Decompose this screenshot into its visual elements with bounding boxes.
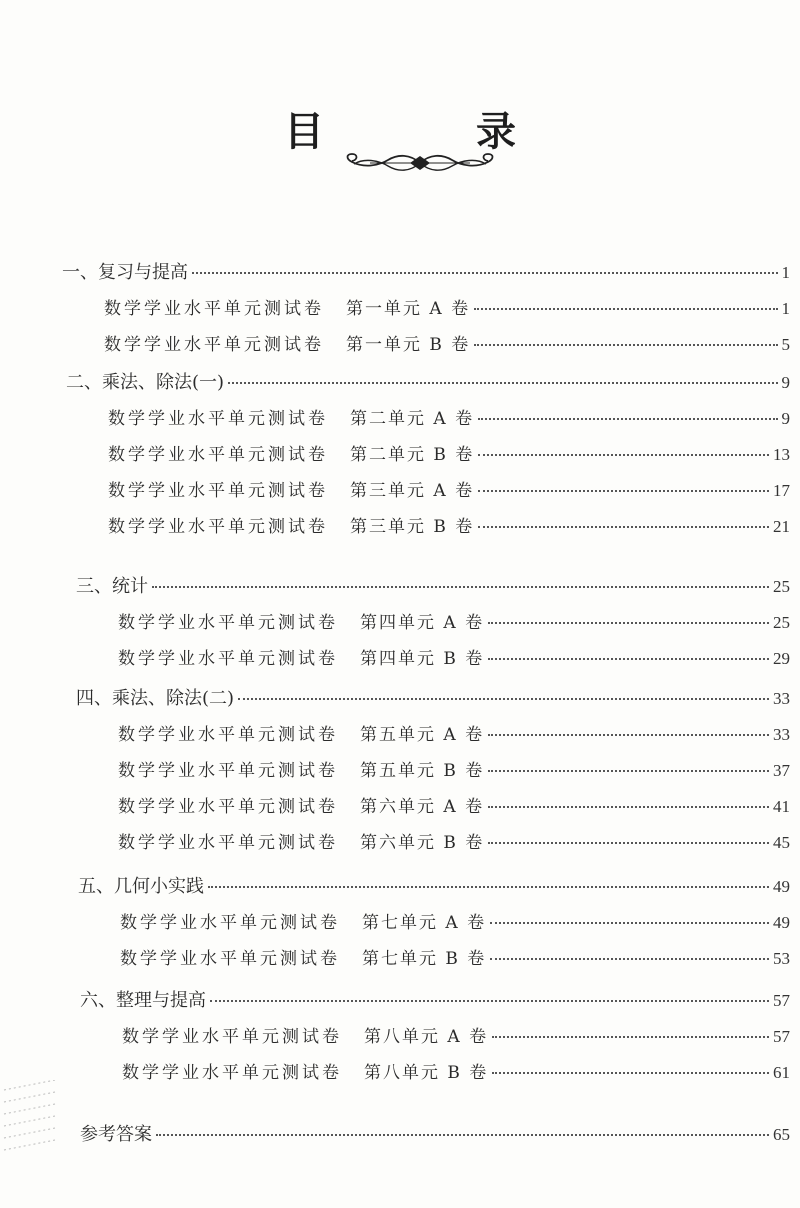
- section-title: 六、整理与提高: [80, 990, 206, 1011]
- entry-title: 数学学业水平单元测试卷: [118, 725, 338, 745]
- page-number: 41: [773, 797, 790, 816]
- dot-leader: [208, 885, 769, 888]
- page-number: 9: [781, 409, 790, 428]
- entry-title: 数学学业水平单元测试卷: [122, 1027, 342, 1047]
- dot-leader: [474, 307, 777, 310]
- scan-artifact: [0, 1080, 60, 1170]
- toc-entry[interactable]: [118, 720, 790, 745]
- entry-unit: 第六单元 B 卷: [360, 833, 485, 853]
- page-number: 33: [773, 689, 790, 708]
- dot-leader: [478, 489, 769, 492]
- entry-unit: 第八单元 A 卷: [364, 1027, 489, 1047]
- dot-leader: [478, 417, 777, 420]
- entry-title: 数学学业水平单元测试卷: [108, 517, 328, 537]
- entry-unit: 第二单元 A 卷: [350, 409, 475, 429]
- page-number: 37: [773, 761, 790, 780]
- entry-unit: 第七单元 B 卷: [362, 949, 487, 969]
- dot-leader: [488, 733, 769, 736]
- entry-unit: 第三单元 A 卷: [350, 481, 475, 501]
- page-number: 57: [773, 991, 790, 1010]
- section-title: 五、几何小实践: [78, 876, 204, 897]
- dot-leader: [478, 525, 769, 528]
- entry-unit: 第四单元 B 卷: [360, 649, 485, 669]
- toc-section[interactable]: [66, 368, 790, 394]
- toc-entry[interactable]: [118, 608, 790, 633]
- page-number: 57: [773, 1027, 790, 1046]
- toc-entry[interactable]: [108, 404, 790, 429]
- page-number: 33: [773, 725, 790, 744]
- section-title: 一、复习与提高: [62, 262, 188, 283]
- page-number: 13: [773, 445, 790, 464]
- entry-title: 数学学业水平单元测试卷: [108, 481, 328, 501]
- entry-unit: 第七单元 A 卷: [362, 913, 487, 933]
- entry-title: 数学学业水平单元测试卷: [120, 913, 340, 933]
- entry-unit: 第二单元 B 卷: [350, 445, 475, 465]
- toc-section[interactable]: [80, 986, 790, 1012]
- page-number: 49: [773, 877, 790, 896]
- entry-title: 数学学业水平单元测试卷: [118, 649, 338, 669]
- section-title: 二、乘法、除法(一): [66, 372, 225, 393]
- page-number: 61: [773, 1063, 790, 1082]
- toc-entry[interactable]: [118, 756, 790, 781]
- dot-leader: [210, 999, 769, 1002]
- entry-unit: 第一单元 B 卷: [346, 335, 471, 355]
- entry-title: 数学学业水平单元测试卷: [108, 445, 328, 465]
- page-number: 21: [773, 517, 790, 536]
- entry-title: 数学学业水平单元测试卷: [120, 949, 340, 969]
- toc-section[interactable]: [76, 572, 790, 598]
- toc-entry[interactable]: [108, 512, 790, 537]
- toc-entry[interactable]: [108, 476, 790, 501]
- dot-leader: [156, 1133, 769, 1136]
- entry-unit: 第八单元 B 卷: [364, 1063, 489, 1083]
- dot-leader: [478, 453, 769, 456]
- section-title: 四、乘法、除法(二): [76, 688, 235, 709]
- toc-entry[interactable]: [118, 828, 790, 853]
- page-number: 5: [781, 335, 790, 354]
- toc-entry[interactable]: [122, 1058, 790, 1083]
- entry-unit: 第六单元 A 卷: [360, 797, 485, 817]
- entry-title: 数学学业水平单元测试卷: [118, 797, 338, 817]
- entry-unit: 第五单元 A 卷: [360, 725, 485, 745]
- dot-leader: [488, 621, 769, 624]
- page-number: 25: [773, 613, 790, 632]
- dot-leader: [492, 1035, 769, 1038]
- toc-entry[interactable]: [104, 330, 790, 355]
- page-number: 53: [773, 949, 790, 968]
- toc-entry[interactable]: [108, 440, 790, 465]
- toc-entry[interactable]: [122, 1022, 790, 1047]
- toc-section[interactable]: [76, 684, 790, 710]
- dot-leader: [228, 381, 777, 384]
- page-number: 65: [773, 1125, 790, 1144]
- page-number: 9: [781, 373, 790, 392]
- entry-unit: 第四单元 A 卷: [360, 613, 485, 633]
- entry-title: 数学学业水平单元测试卷: [104, 299, 324, 319]
- dot-leader: [488, 805, 769, 808]
- toc-section[interactable]: [80, 1120, 790, 1146]
- page-number: 29: [773, 649, 790, 668]
- section-title: 参考答案: [80, 1124, 152, 1145]
- toc-section[interactable]: [62, 258, 790, 284]
- entry-title: 数学学业水平单元测试卷: [122, 1063, 342, 1083]
- section-title: 三、统计: [76, 576, 148, 597]
- toc-entry[interactable]: [104, 294, 790, 319]
- dot-leader: [192, 271, 778, 274]
- dot-leader: [492, 1071, 769, 1074]
- dot-leader: [488, 657, 769, 660]
- title-ornament: [340, 150, 500, 176]
- toc-section[interactable]: [78, 872, 790, 898]
- dot-leader: [488, 769, 769, 772]
- entry-title: 数学学业水平单元测试卷: [108, 409, 328, 429]
- entry-title: 数学学业水平单元测试卷: [118, 613, 338, 633]
- entry-title: 数学学业水平单元测试卷: [104, 335, 324, 355]
- entry-unit: 第三单元 B 卷: [350, 517, 475, 537]
- page-number: 49: [773, 913, 790, 932]
- toc-entry[interactable]: [120, 944, 790, 969]
- entry-title: 数学学业水平单元测试卷: [118, 761, 338, 781]
- entry-unit: 第一单元 A 卷: [346, 299, 471, 319]
- entry-title: 数学学业水平单元测试卷: [118, 833, 338, 853]
- entry-unit: 第五单元 B 卷: [360, 761, 485, 781]
- dot-leader: [488, 841, 769, 844]
- toc-entry[interactable]: [118, 792, 790, 817]
- toc-entry[interactable]: [118, 644, 790, 669]
- dot-leader: [238, 697, 769, 700]
- page-number: 17: [773, 481, 790, 500]
- dot-leader: [152, 585, 769, 588]
- dot-leader: [490, 921, 769, 924]
- page-number: 1: [781, 299, 790, 318]
- page-number: 45: [773, 833, 790, 852]
- page-title: 目 录: [284, 108, 572, 155]
- dot-leader: [490, 957, 769, 960]
- dot-leader: [474, 343, 777, 346]
- page-number: 25: [773, 577, 790, 596]
- page-number: 1: [781, 263, 790, 282]
- toc-entry[interactable]: [120, 908, 790, 933]
